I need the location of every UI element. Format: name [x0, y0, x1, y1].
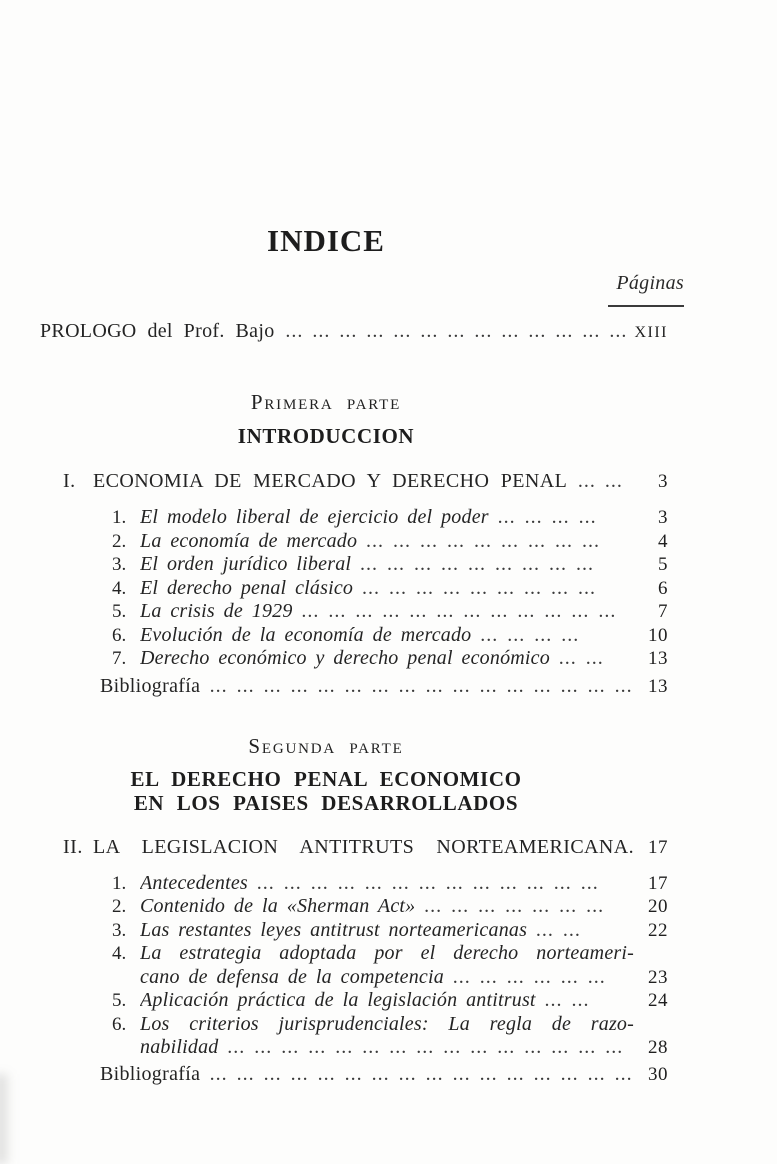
leader-dots: ... ... ... ... ... ... ... ... ... ... ... ... ... ... ... ... [209, 1062, 633, 1085]
item-title: Las restantes leyes antitrust norteamericanas ... ... [140, 918, 581, 941]
leader-dots: ... ... ... ... ... ... ... ... ... ... ... ... ... ... ... [227, 1036, 624, 1058]
part-heading-line2: EN LOS PAISES DESARROLLADOS [133, 791, 519, 815]
leader-dots: ... ... ... ... ... ... ... ... ... ... ... ... ... [285, 320, 628, 342]
page-number: 17 [648, 872, 668, 894]
item-number: 4. [112, 943, 127, 964]
leader-dots: ... ... ... ... ... ... ... ... ... [361, 576, 596, 599]
part-kicker-segunda: Segunda parte [248, 734, 404, 758]
toc-item [112, 647, 668, 671]
section-numeral: I. [63, 469, 76, 492]
toc-item-wrap-line2 [112, 1036, 668, 1060]
toc-item [112, 600, 668, 624]
page-number: 4 [658, 530, 668, 552]
part-kicker-primera: Primera parte [250, 389, 402, 414]
page-title: INDICE [267, 223, 385, 258]
toc-item [112, 919, 668, 943]
toc-item [112, 553, 668, 577]
item-title: nabilidad ... ... ... ... ... ... ... ... ... ... ... ... ... ... ... [140, 1036, 624, 1058]
toc-item [112, 506, 668, 530]
item-title: La crisis de 1929 ... ... ... ... ... ... ... ... ... ... ... ... [140, 600, 617, 622]
toc-item [112, 895, 668, 919]
page-number: 13 [648, 675, 668, 697]
toc-item [112, 530, 668, 554]
part-heading-line1: EL DERECHO PENAL ECONOMICO [130, 767, 522, 791]
page-number: 30 [648, 1063, 668, 1085]
item-title: Antecedentes ... ... ... ... ... ... ... ... ... ... ... ... ... [140, 871, 599, 894]
item-title: Derecho económico y derecho penal económico ... ... [140, 647, 604, 669]
toc-entry-bibliography-2 [100, 1063, 668, 1087]
page-number: 23 [648, 966, 668, 988]
page-number: 22 [648, 919, 668, 941]
section-numeral: II. [63, 836, 83, 858]
toc-section-1 [40, 470, 668, 494]
toc-item-list-2 [112, 872, 668, 1060]
item-title: La economía de mercado ... ... ... ... ... ... ... ... ... [140, 529, 601, 552]
item-title: Contenido de la «Sherman Act» ... ... ... ... ... ... ... [140, 895, 605, 917]
item-title: El orden jurídico liberal ... ... ... ... ... ... ... ... ... [140, 553, 594, 575]
toc-section-2 [40, 836, 668, 860]
leader-dots: ... ... ... ... ... ... [452, 965, 606, 988]
item-title: Aplicación práctica de la legislación antitrust ... ... [140, 989, 590, 1011]
toc-entry-prologo [40, 320, 668, 345]
item-title: El derecho penal clásico ... ... ... ... ... ... ... ... ... [140, 576, 596, 599]
entry-label: Bibliografía ... ... ... ... ... ... ... ... ... ... ... ... ... ... ... ... [100, 674, 633, 697]
item-number: 6. [112, 624, 127, 646]
item-number: 2. [112, 896, 127, 917]
section-title: ECONOMIA DE MERCADO Y DERECHO PENAL ... ... [93, 469, 623, 492]
page-number: 7 [658, 601, 668, 622]
item-number: 7. [112, 648, 127, 669]
item-number: 3. [112, 554, 127, 575]
page-number: 6 [658, 577, 668, 599]
item-title: El modelo liberal de ejercicio del poder ... ... ... ... [140, 506, 597, 528]
scan-edge-smudge [0, 1074, 12, 1164]
item-title: Evolución de la economía de mercado ... ... ... ... [140, 623, 580, 646]
toc-content [40, 0, 668, 1086]
toc-item-list-1 [112, 506, 668, 671]
item-number: 5. [112, 990, 127, 1011]
toc-item [112, 624, 668, 648]
page-number: 17 [648, 837, 668, 858]
item-number: 3. [112, 919, 127, 941]
item-number: 6. [112, 1013, 127, 1035]
item-number: 1. [112, 507, 127, 528]
item-title: Los criterios jurisprudenciales: La regla de razo- [140, 1012, 634, 1035]
toc-entry-bibliography-1 [100, 675, 668, 699]
leader-dots: ... ... ... ... ... ... ... ... ... [359, 553, 594, 575]
entry-label: PROLOGO del Prof. Bajo ... ... ... ... ... ... ... ... ... ... ... ... ... [40, 320, 628, 342]
entry-label: Bibliografía ... ... ... ... ... ... ... ... ... ... ... ... ... ... ... ... [100, 1062, 633, 1085]
item-title: cano de defensa de la competencia ... ... ... ... ... ... [140, 965, 606, 988]
page-number: 10 [648, 624, 668, 646]
leader-dots: ... ... [577, 469, 623, 492]
page-number: 28 [648, 1037, 668, 1058]
item-number: 5. [112, 601, 127, 622]
leader-dots: ... ... ... ... ... ... ... ... ... [366, 529, 601, 552]
page-number: 24 [648, 990, 668, 1011]
leader-dots: ... ... [535, 918, 581, 941]
leader-dots: ... ... ... ... ... ... ... [424, 895, 605, 917]
item-number: 4. [112, 577, 127, 599]
page-number: 13 [648, 648, 668, 669]
pages-column-header: Páginas [616, 272, 684, 294]
page-number: XIII [634, 324, 668, 341]
page-number: 20 [648, 896, 668, 917]
leader-dots: ... ... [544, 989, 590, 1011]
page-number: 3 [658, 507, 668, 528]
part-heading-introduccion: INTRODUCCION [237, 423, 415, 448]
section-title: LA LEGISLACION ANTITRUTS NORTEAMERICANA. [93, 836, 634, 858]
toc-item [112, 872, 668, 896]
leader-dots: ... ... ... ... [497, 506, 597, 528]
leader-dots: ... ... ... ... ... ... ... ... ... ... ... ... ... ... ... ... [209, 674, 633, 697]
item-number: 2. [112, 530, 127, 552]
leader-dots: ... ... [558, 647, 604, 669]
toc-item [112, 577, 668, 601]
toc-item-wrap-line1 [112, 1013, 668, 1037]
leader-dots: ... ... ... ... [480, 623, 580, 646]
toc-item [112, 989, 668, 1013]
toc-item-wrap-line2 [112, 966, 668, 990]
toc-item-wrap-line1 [112, 942, 668, 966]
page-number: 3 [658, 470, 668, 492]
leader-dots: ... ... ... ... ... ... ... ... ... ... ... ... ... [256, 871, 599, 894]
item-number: 1. [112, 872, 127, 894]
item-title: La estrategia adoptada por el derecho norteameri- [140, 942, 634, 964]
page-number: 5 [658, 554, 668, 575]
leader-dots: ... ... ... ... ... ... ... ... ... ... ... ... [301, 600, 617, 622]
